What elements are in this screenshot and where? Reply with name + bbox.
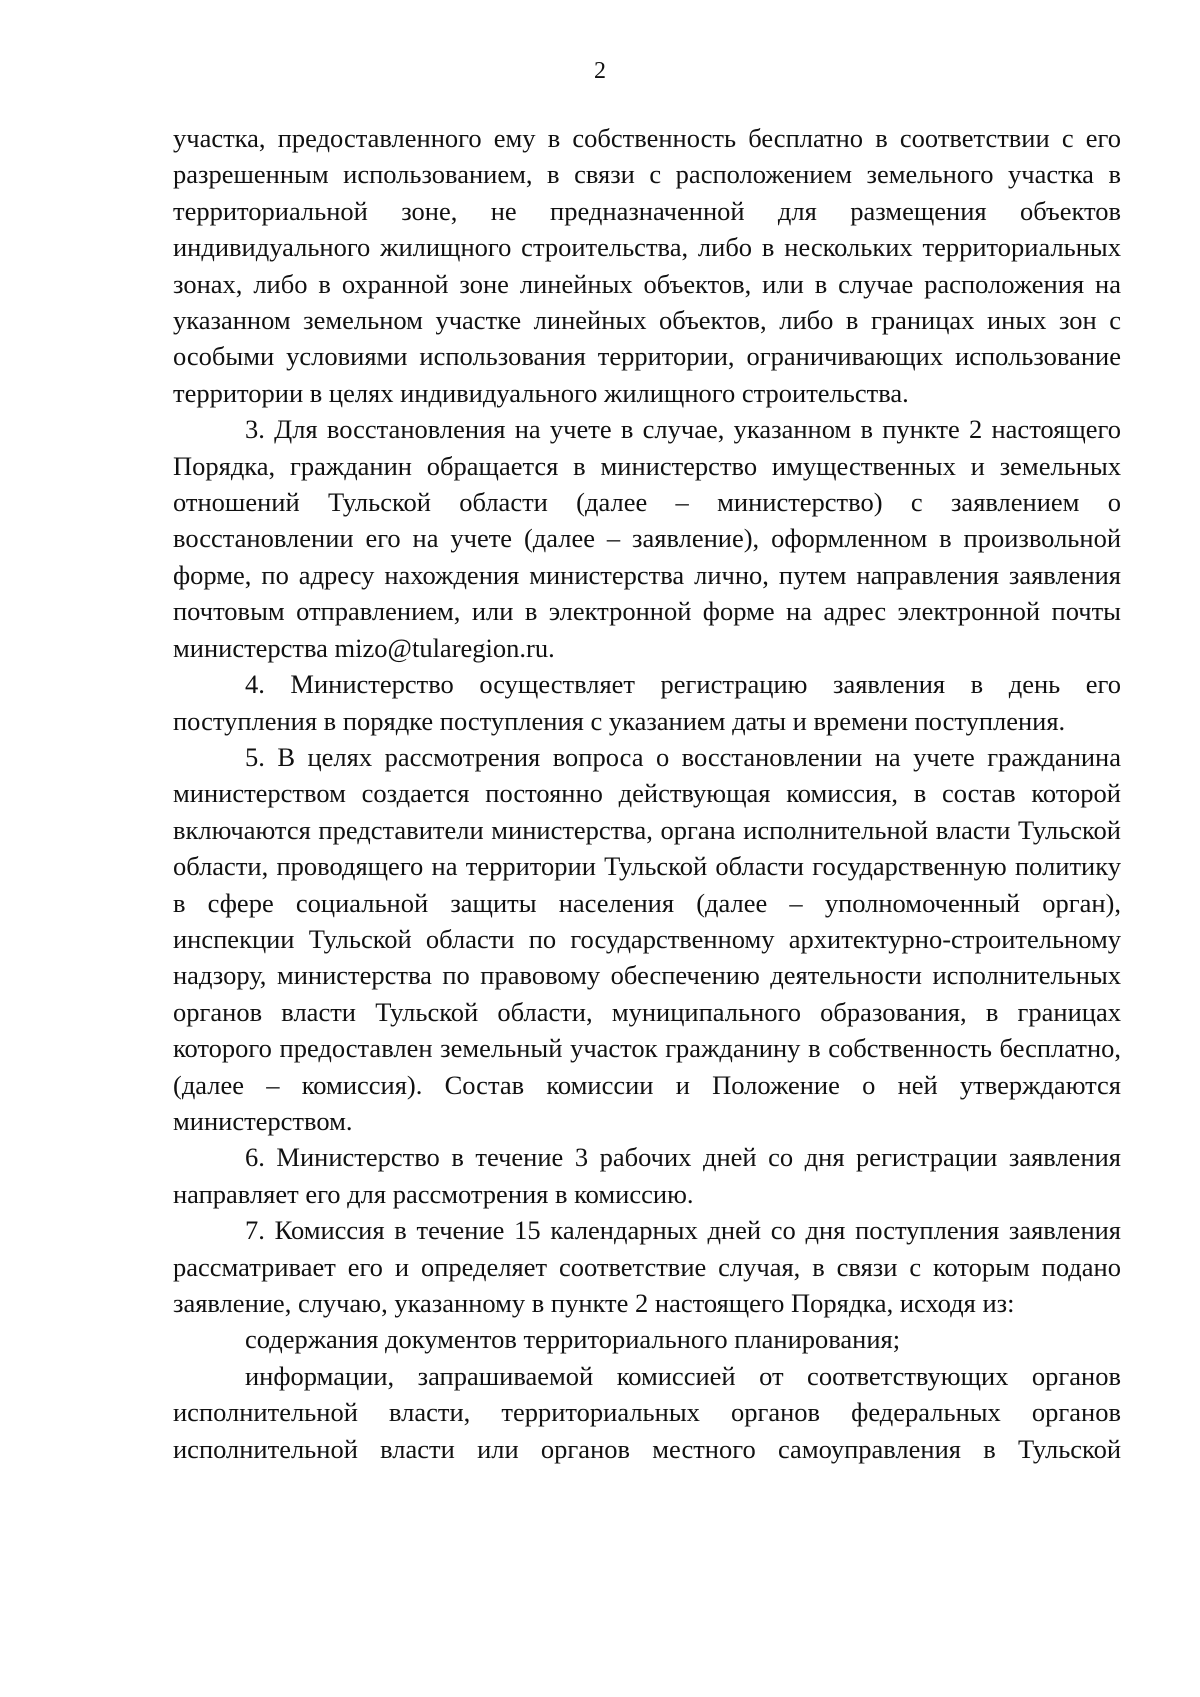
- document-body: [173, 120, 1121, 1467]
- paragraph-item-4: 4. Министерство осуществляет регистрацию заявления в день его поступления в порядке поступления с указанием даты и времени поступления.: [173, 669, 1121, 736]
- paragraph-source-planning-docs: содержания документов территориального планирования;: [245, 1324, 901, 1355]
- paragraph-item-5: 5. В целях рассмотрения вопроса о восстановлении на учете гражданина министерством создается постоянно действующая комиссия, в состав которой включаются представители министерства, органа исполнительной власти Тульской области, проводящего на территории Тульской области государственную политику в сфере социальной защиты населения (далее – уполномоченный орган), инспекции Тульской области по государственному архитектурно-строительному надзору, министерства по правовому обеспечению деятельности исполнительных органов власти Тульской области, муниципального образования, в границах которого предоставлен земельный участок гражданину в собственность бесплатно, (далее – комиссия). Состав комиссии и Положение о ней утверждаются министерством.: [173, 741, 1121, 1136]
- paragraph-source-requested-info: информации, запрашиваемой комиссией от соответствующих органов исполнительной власти, территориальных органов федеральных органов исполнительной власти или органов местного самоуправления в Тульской: [173, 1360, 1121, 1464]
- paragraph-item-6: 6. Министерство в течение 3 рабочих дней со дня регистрации заявления направляет его для рассмотрения в комиссию.: [173, 1142, 1121, 1209]
- paragraph-continuation: участка, предоставленного ему в собственность бесплатно в соответствии с его разрешенным использованием, в связи с расположением земельного участка в территориальной зоне, не предназначенной для размещения объектов индивидуального жилищного строительства, либо в нескольких территориальных зонах, либо в охранной зоне линейных объектов, или в случае расположения на указанном земельном участке линейных объектов, либо в границах иных зон с особыми условиями использования территории, ограничивающих использование территории в целях индивидуального жилищного строительства.: [173, 123, 1121, 408]
- paragraph-item-3: 3. Для восстановления на учете в случае, указанном в пункте 2 настоящего Порядка, гражданин обращается в министерство имущественных и земельных отношений Тульской области (далее – министерство) с заявлением о восстановлении его на учете (далее – заявление), оформленном в произвольной форме, по адресу нахождения министерства лично, путем направления заявления почтовым отправлением, или в электронной форме на адрес электронной почты министерства mizo@tularegion.ru.: [173, 414, 1121, 663]
- paragraph-item-7: 7. Комиссия в течение 15 календарных дней со дня поступления заявления рассматривает его и определяет соответствие случая, в связи с которым подано заявление, случаю, указанному в пункте 2 настоящего Порядка, исходя из:: [173, 1215, 1121, 1318]
- page-number: 2: [594, 58, 606, 84]
